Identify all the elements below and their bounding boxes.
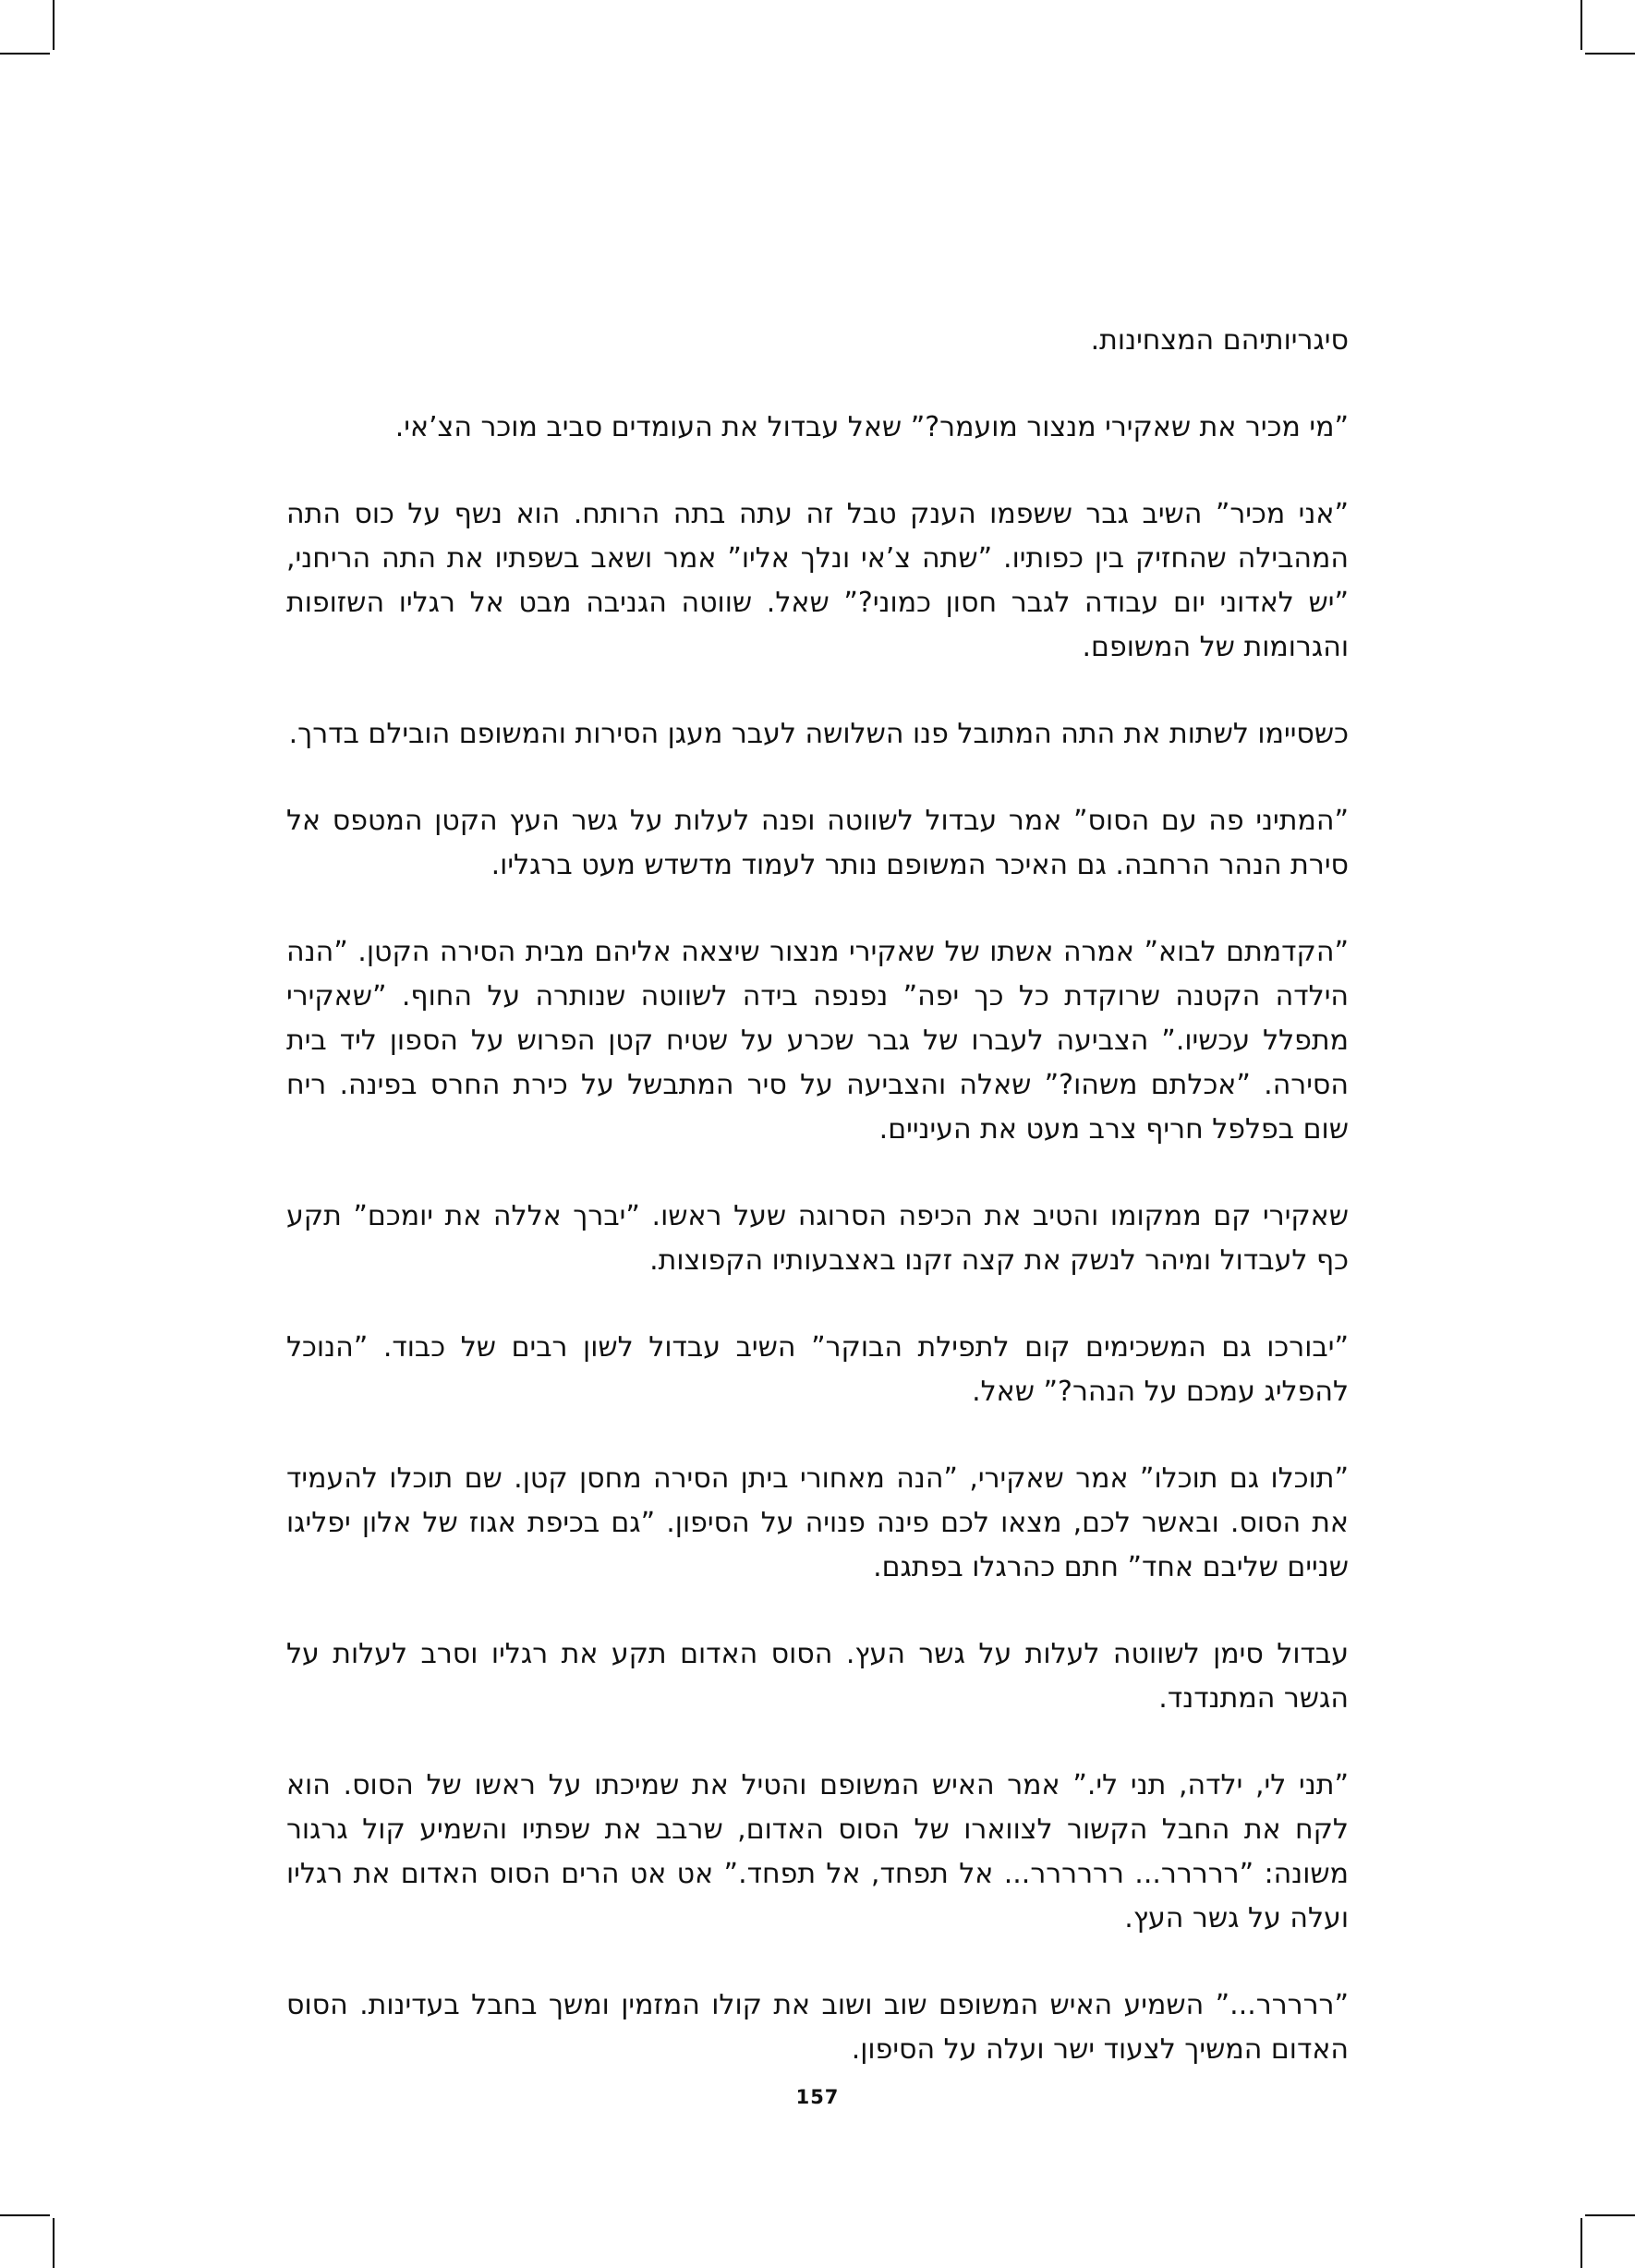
paragraph: עבדול סימן לשווטה לעלות על גשר העץ. הסוס האדום תקע את רגליו וסרב לעלות על הגשר המתנדנד. <box>286 1638 1349 1715</box>
paragraph: ”יבורכו גם המשכימים קום לתפילת הבוקר” השיב עבדול לשון רבים של כבוד. ”הנוכל להפליג עמכם על הנהר?” שאל. <box>286 1331 1349 1408</box>
crop-mark-top-right-vertical <box>1580 0 1582 50</box>
paragraph: ”הקדמתם לבוא” אמרה אשתו של שאקירי מנצור שיצאה אליהם מבית הסירה הקטן. ”הנה הילדה הקטנה שרוקדת כל כך יפה” נפנפה בידה לשווטה שנותרה על החוף. ”שאקירי מתפלל עכשיו.” הצביעה לעברו של גבר שכרע על שטיח קטן הפרוש על הספון ליד בית הסירה. ”אכלתם משהו?” שאלה והצביעה על סיר המתבשל על כירת החרס בפינה. ריח שום בפלפל חריף צרב מעט את העיניים. <box>286 936 1349 1146</box>
paragraph: ”מי מכיר את שאקירי מנצור מועמר?” שאל עבדול את העומדים סביב מוכר הצ’אי. <box>394 411 1349 443</box>
paragraph: ”המתיני פה עם הסוס” אמר עבדול לשווטה ופנה לעלות על גשר העץ הקטן המטפס אל סירת הנהר הרחבה. גם האיכר המשופם נותר לעמוד מדשדש מעט ברגליו. <box>286 805 1349 881</box>
body-text <box>286 319 1349 2115</box>
paragraph: שאקירי קם ממקומו והטיב את הכיפה הסרוגה שעל ראשו. ”יברך אללה את יומכם” תקע כף לעבדול ומיהר לנשק את קצה זקנו באצבעותיו הקפוצות. <box>286 1200 1349 1277</box>
crop-mark-bottom-right-horizontal <box>1585 2214 1635 2216</box>
crop-mark-bottom-right-vertical <box>1580 2218 1582 2268</box>
crop-mark-top-right-horizontal <box>1585 53 1635 55</box>
page-number: 157 <box>795 2086 840 2108</box>
crop-mark-bottom-left-horizontal <box>0 2214 50 2216</box>
crop-mark-bottom-left-vertical <box>53 2218 54 2268</box>
paragraph: ”ררררר...” השמיע האיש המשופם שוב ושוב את קולו המזמין ומשך בחבל בעדינות. הסוס האדום המשיך לצעוד ישר ועלה על הסיפון. <box>286 1989 1349 2066</box>
paragraph: ”תני לי, ילדה, תני לי.” אמר האיש המשופם והטיל את שמיכתו על ראשו של הסוס. הוא לקח את החבל הקשור לצווארו של הסוס האדום, שרבב את שפתיו והשמיע קול גרגור משונה: ”ררררר... רררררר... אל תפחד, אל תפחד.” אט אט הרים הסוס האדום את רגליו ועלה על גשר העץ. <box>286 1769 1349 1934</box>
paragraph: כשסיימו לשתות את התה המתובל פנו השלושה לעבר מעגן הסירות והמשופם הובילם בדרך. <box>288 718 1349 750</box>
paragraph: ”אני מכיר” השיב גבר ששפמו הענק טבל זה עתה בתה הרותח. הוא נשף על כוס התה המהבילה שהחזיק בין כפותיו. ”שתה צ’אי ונלך אליו” אמר ושאב בשפתיו את התה הריחני, ”יש לאדוני יום עבודה לגבר חסון כמוני?” שאל. שווטה הגניבה מבט אל רגליו השזופות והגרומות של המשופם. <box>286 498 1349 663</box>
paragraph: ”תוכלו גם תוכלו” אמר שאקירי, ”הנה מאחורי ביתן הסירה מחסן קטן. שם תוכלו להעמיד את הסוס. ובאשר לכם, מצאו לכם פינה פנויה על הסיפון. ”גם בכיפת אגוז של אלון יפליגו שניים שליבם אחד” חתם כהרגלו בפתגם. <box>286 1462 1349 1583</box>
crop-mark-top-left-horizontal <box>0 53 50 55</box>
crop-mark-top-left-vertical <box>53 0 54 50</box>
paragraph: סיגריותיהם המצחינות. <box>1090 324 1349 357</box>
